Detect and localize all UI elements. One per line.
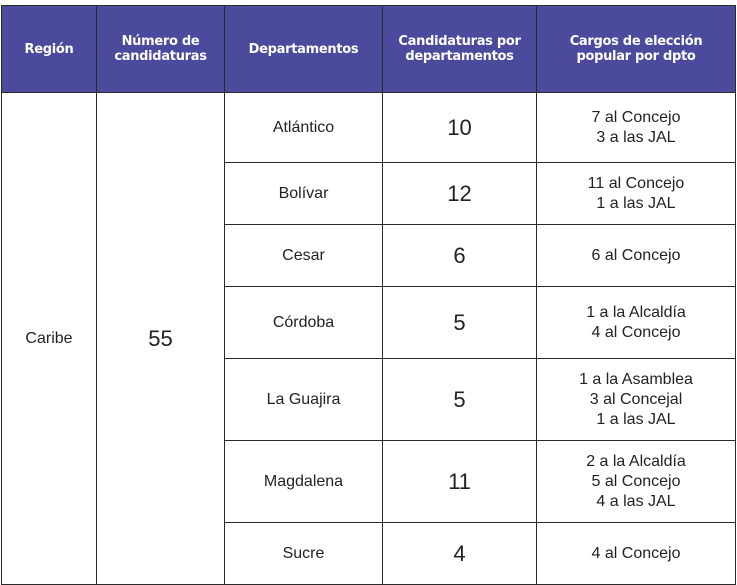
cargo-line: 1 a las JAL xyxy=(596,410,676,428)
cargo-line: 1 a las JAL xyxy=(596,194,676,212)
cargo-line: 1 a la Alcaldía xyxy=(586,303,686,321)
candidaturas-cell: 11 xyxy=(383,441,537,523)
region-cell: Caribe xyxy=(2,93,97,585)
departamento-cell: Cesar xyxy=(225,225,383,287)
cargos-cell xyxy=(537,93,736,163)
table-body xyxy=(2,93,736,585)
cargos-cell xyxy=(537,225,736,287)
table-row xyxy=(2,93,736,163)
departamento-cell: Magdalena xyxy=(225,441,383,523)
candidaturas-cell: 5 xyxy=(383,359,537,441)
header-departamentos: Departamentos xyxy=(225,6,383,93)
departamento-cell: La Guajira xyxy=(225,359,383,441)
table-header xyxy=(2,6,736,93)
header-region: Región xyxy=(2,6,97,93)
cargos-cell xyxy=(537,163,736,225)
cargo-line: 6 al Concejo xyxy=(591,246,681,264)
cargos-cell xyxy=(537,287,736,359)
departamento-cell: Sucre xyxy=(225,523,383,585)
cargo-line: 7 al Concejo xyxy=(591,108,681,126)
total-candidaturas-cell: 55 xyxy=(97,93,225,585)
cargos-cell xyxy=(537,441,736,523)
header-numero-candidaturas: Número de candidaturas xyxy=(97,6,225,93)
departamento-cell: Córdoba xyxy=(225,287,383,359)
cargo-line: 5 al Concejo xyxy=(591,472,681,490)
header-candidaturas-por-departamentos: Candidaturas por departamentos xyxy=(383,6,537,93)
cargo-line: 4 al Concejo xyxy=(591,323,681,341)
candidaturas-cell: 4 xyxy=(383,523,537,585)
candidaturas-cell: 12 xyxy=(383,163,537,225)
departamento-cell: Bolívar xyxy=(225,163,383,225)
candidaturas-table xyxy=(1,5,736,585)
cargo-line: 1 a la Asamblea xyxy=(579,370,693,388)
cargo-line: 3 a las JAL xyxy=(596,128,676,146)
header-row xyxy=(2,6,736,93)
cargo-line: 4 a las JAL xyxy=(596,492,676,510)
cargos-cell xyxy=(537,359,736,441)
cargo-line: 2 a la Alcaldía xyxy=(586,452,686,470)
header-cargos: Cargos de elección popular por dpto xyxy=(537,6,736,93)
cargo-line: 3 al Concejal xyxy=(589,390,683,408)
candidaturas-cell: 6 xyxy=(383,225,537,287)
departamento-cell: Atlántico xyxy=(225,93,383,163)
cargo-line: 4 al Concejo xyxy=(591,544,681,562)
cargo-line: 11 al Concejo xyxy=(587,174,685,192)
candidaturas-cell: 5 xyxy=(383,287,537,359)
cargos-cell xyxy=(537,523,736,585)
candidaturas-cell: 10 xyxy=(383,93,537,163)
